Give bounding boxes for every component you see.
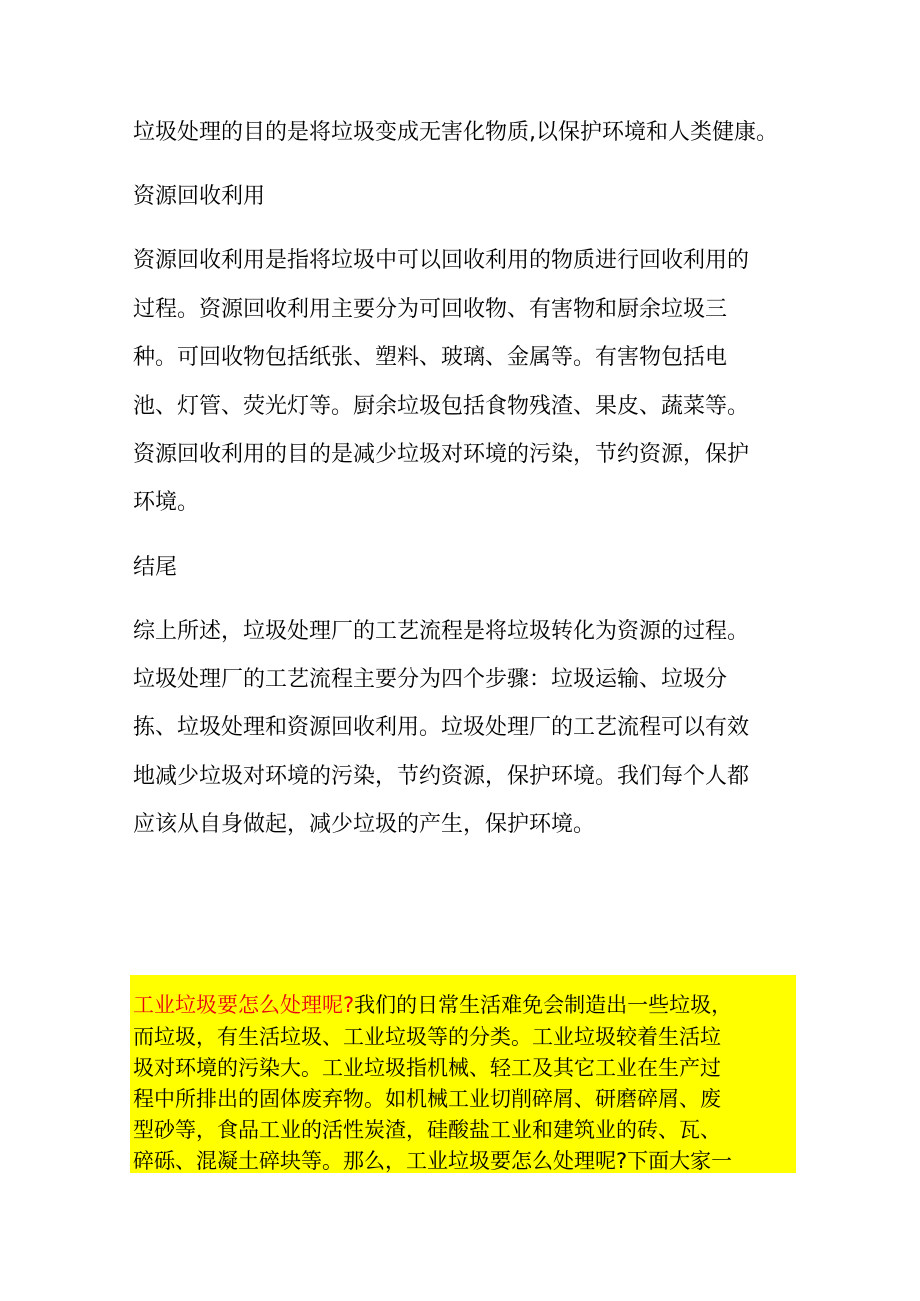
- paragraph-line: 地减少垃圾对环境的污染，节约资源，保护环境。我们每个人都: [133, 764, 750, 789]
- paragraph-line: 环境。: [133, 490, 200, 515]
- highlight-first-line: [133, 990, 732, 1020]
- highlight-line: 碎砾、混凝土碎块等。那么，工业垃圾要怎么处理呢?下面大家一: [133, 1149, 733, 1173]
- paragraph-line: 资源回收利用的目的是减少垃圾对环境的污染，节约资源，保护: [133, 442, 750, 467]
- paragraph-line: 池、灯管、荧光灯等。厨余垃圾包括食物残渣、果皮、蔬菜等。: [133, 394, 750, 419]
- highlight-first-line-rest: 我们的日常生活难免会制造出一些垃圾，: [354, 993, 733, 1017]
- paragraph-line: 综上所述，垃圾处理厂的工艺流程是将垃圾转化为资源的过程。: [133, 619, 750, 644]
- highlight-line: 而垃圾，有生活垃圾、工业垃圾等的分类。工业垃圾较着生活垃: [133, 1025, 721, 1049]
- paragraph-line: 过程。资源回收利用主要分为可回收物、有害物和厨余垃圾三: [133, 297, 728, 322]
- intro-paragraph: 垃圾处理的目的是将垃圾变成无害化物质,以保护环境和人类健康。: [133, 120, 778, 145]
- section-heading-recycle: 资源回收利用: [133, 184, 266, 209]
- paragraph-line: 垃圾处理厂的工艺流程主要分为四个步骤：垃圾运输、垃圾分: [133, 667, 728, 692]
- highlight-line: 程中所排出的固体废弃物。如机械工业切削碎屑、研磨碎屑、废: [133, 1087, 721, 1111]
- paragraph-line: 拣、垃圾处理和资源回收利用。垃圾处理厂的工艺流程可以有效: [133, 715, 750, 740]
- paragraph-line: 应该从自身做起，减少垃圾的产生，保护环境。: [133, 812, 596, 837]
- paragraph-line: 资源回收利用是指将垃圾中可以回收利用的物质进行回收利用的: [133, 248, 750, 273]
- highlight-title: 工业垃圾要怎么处理呢?: [133, 993, 355, 1017]
- highlight-line: 圾对环境的污染大。工业垃圾指机械、轻工及其它工业在生产过: [133, 1056, 721, 1080]
- paragraph-line: 种。可回收物包括纸张、塑料、玻璃、金属等。有害物包括电: [133, 345, 728, 370]
- section-heading-ending: 结尾: [133, 555, 178, 580]
- highlight-line: 型砂等，食品工业的活性炭渣，硅酸盐工业和建筑业的砖、瓦、: [133, 1118, 721, 1142]
